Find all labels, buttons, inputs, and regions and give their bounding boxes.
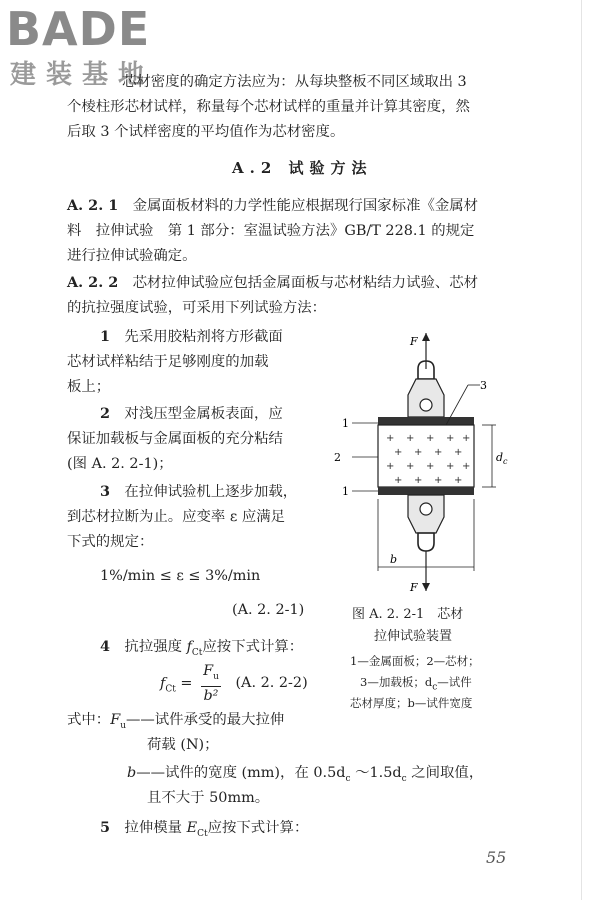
item-2-line-3: (图 A. 2. 2-1)；: [67, 456, 173, 472]
figure-note-line-3: 芯材厚度；b—试件宽度: [350, 696, 473, 710]
item-number: 1: [100, 328, 111, 345]
svg-text:+: +: [434, 475, 443, 486]
svg-text:+: +: [446, 433, 455, 444]
formula-number: (A. 2. 2-2): [235, 675, 308, 692]
svg-text:+: +: [386, 461, 395, 472]
svg-text:+: +: [462, 461, 471, 472]
clause-a221-line-1: [67, 196, 478, 216]
symbol-subscript: c: [401, 773, 407, 784]
item-text: 对浅压型金属板表面，应: [124, 406, 283, 422]
top-loading-plate: [378, 417, 474, 425]
numerator-symbol: F: [203, 663, 214, 679]
svg-text:+: +: [394, 447, 403, 458]
formula-tensile-strength: $f_{Ct}$ = $\frac{F_u}{\text{b²}}$ (A. 2. 2-2): [160, 663, 308, 704]
svg-text:+: +: [386, 433, 395, 444]
clause-text: 芯材拉伸试验应包括金属面板与芯材粘结力试验、芯材: [132, 275, 479, 291]
watermark-subtitle: 建装基地: [10, 60, 155, 90]
clause-number: A. 2. 1: [67, 197, 119, 214]
symbol-subscript: c: [345, 773, 351, 784]
bottom-hook: [418, 533, 434, 551]
where-b-line-2: 且不大于 50mm。: [147, 790, 270, 806]
formula-number: (A. 2. 2-1): [232, 602, 305, 618]
item-number: 4: [100, 638, 111, 655]
item-text: 抗拉强度: [124, 639, 187, 655]
where-line-1: [67, 710, 284, 736]
item-5-line-1: [100, 818, 308, 844]
clause-text: 金属面板材料的力学性能应根据现行国家标准《金属材: [132, 198, 479, 214]
svg-text:+: +: [406, 433, 415, 444]
top-arrowhead: [422, 333, 430, 341]
fraction-numerator: [201, 662, 221, 687]
svg-text:+: +: [414, 475, 423, 486]
where-text: ～1.5d: [350, 765, 402, 781]
bottom-force-label: F: [410, 581, 418, 594]
item-text: 先采用胶粘剂将方形截面: [124, 329, 283, 345]
where-line-2: 荷载 (N)；: [147, 737, 219, 753]
item-text: 拉伸模量: [124, 820, 187, 836]
clause-a222-line-1: [67, 273, 478, 293]
tensile-test-diagram: [318, 333, 542, 603]
formula-lhs-subscript: Ct: [165, 684, 176, 695]
item-3-line-3: 下式的规定：: [67, 534, 154, 550]
symbol-subscript: Ct: [197, 828, 208, 839]
symbol-F: F: [110, 712, 121, 728]
item-1-line-2: 芯材试样粘结于足够刚度的加载: [67, 354, 269, 370]
intro-line-2: 个棱柱形芯材试样，称量每个芯材试样的重量并计算其密度，然: [67, 99, 470, 115]
bottom-loading-plate: [378, 487, 474, 495]
item-3-line-1: [100, 482, 297, 502]
note-text: —试件: [437, 675, 472, 689]
section-title: A.2 试验方法: [232, 159, 373, 177]
formula-fraction: [201, 662, 221, 705]
svg-text:+: +: [414, 447, 423, 458]
item-number: 5: [100, 819, 111, 836]
svg-text:+: +: [446, 461, 455, 472]
bottom-arrowhead: [422, 583, 430, 591]
dc-symbol: d: [496, 451, 504, 464]
item-2-line-2: 保证加载板与金属面板的充分粘结: [67, 431, 283, 447]
clause-a222-line-2: 的抗拉强度试验，可采用下列试验方法：: [67, 300, 327, 316]
top-clamp-hole: [420, 399, 432, 411]
page-edge: [581, 0, 582, 900]
svg-text:+: +: [454, 447, 463, 458]
dc-label: [496, 451, 508, 466]
where-text: 之间取值，: [406, 765, 484, 781]
item-number: 3: [100, 483, 111, 500]
svg-text:+: +: [462, 433, 471, 444]
svg-text:+: +: [426, 433, 435, 444]
page-number: 55: [486, 848, 507, 867]
where-text: ——试件的宽度 (mm)，在 0.5d: [136, 765, 346, 781]
note-text: 3—加载板；d: [360, 675, 433, 689]
figure-caption-line-1: 图 A. 2. 2-1 芯材: [352, 607, 464, 622]
callout-1: 1: [342, 417, 349, 430]
clause-a221-line-2: 料 拉伸试验 第 1 部分：室温试验方法》GB/T 228.1 的规定: [67, 223, 475, 239]
tensile-test-figure: [318, 333, 542, 603]
symbol-subscript: u: [120, 720, 126, 731]
watermark-brand: BADE: [6, 2, 151, 56]
item-number: 2: [100, 405, 111, 422]
item-text: 应按下式计算：: [202, 639, 304, 655]
item-1-line-3: 板上；: [67, 379, 111, 395]
symbol-subscript: Ct: [191, 647, 203, 658]
item-text: 在拉伸试验机上逐步加载，: [124, 484, 298, 500]
item-4-line-1: [100, 637, 303, 663]
symbol-E: E: [186, 820, 198, 836]
top-force-label: F: [410, 335, 418, 348]
numerator-subscript: u: [213, 671, 219, 682]
clause-number: A. 2. 2: [67, 274, 119, 291]
svg-text:+: +: [426, 461, 435, 472]
item-3-line-2: 到芯材拉断为止。应变率 ε 应满足: [67, 509, 286, 525]
svg-text:+: +: [394, 475, 403, 486]
callout-3: 3: [480, 379, 487, 392]
figure-note-line-2: [360, 673, 472, 696]
fraction-denominator: [201, 687, 221, 705]
formula-lhs: f: [160, 675, 166, 692]
svg-text:+: +: [434, 447, 443, 458]
formula-strain-rate: 1%/min ≤ ε ≤ 3%/min: [100, 568, 261, 584]
where-text: ——试件承受的最大拉伸: [125, 712, 285, 728]
where-label: 式中：: [67, 712, 111, 728]
where-b-line-1: [127, 763, 483, 789]
symbol-f: f: [186, 639, 192, 655]
intro-line-3: 后取 3 个试样密度的平均值作为芯材密度。: [67, 124, 345, 140]
svg-text:+: +: [406, 461, 415, 472]
figure-caption-line-2: 拉伸试验装置: [374, 629, 453, 644]
callout-2: 2: [334, 451, 341, 464]
svg-text:+: +: [454, 475, 463, 486]
bottom-clamp-hole: [420, 503, 432, 515]
figure-note-line-1: 1—金属面板；2—芯材；: [350, 654, 480, 668]
note-subscript: c: [432, 682, 438, 693]
b-label: b: [390, 553, 398, 566]
item-1-line-1: [100, 327, 283, 347]
symbol-b: b: [127, 765, 137, 781]
item-2-line-1: [100, 404, 283, 424]
dc-subscript: c: [503, 457, 508, 466]
intro-line-1: 芯材密度的确定方法应为：从每块整板不同区域取出 3: [122, 74, 467, 90]
clause-a221-line-3: 进行拉伸试验确定。: [67, 248, 197, 264]
denominator-symbol: b²: [203, 687, 219, 704]
item-text: 应按下式计算：: [207, 820, 309, 836]
callout-1b: 1: [342, 485, 349, 498]
